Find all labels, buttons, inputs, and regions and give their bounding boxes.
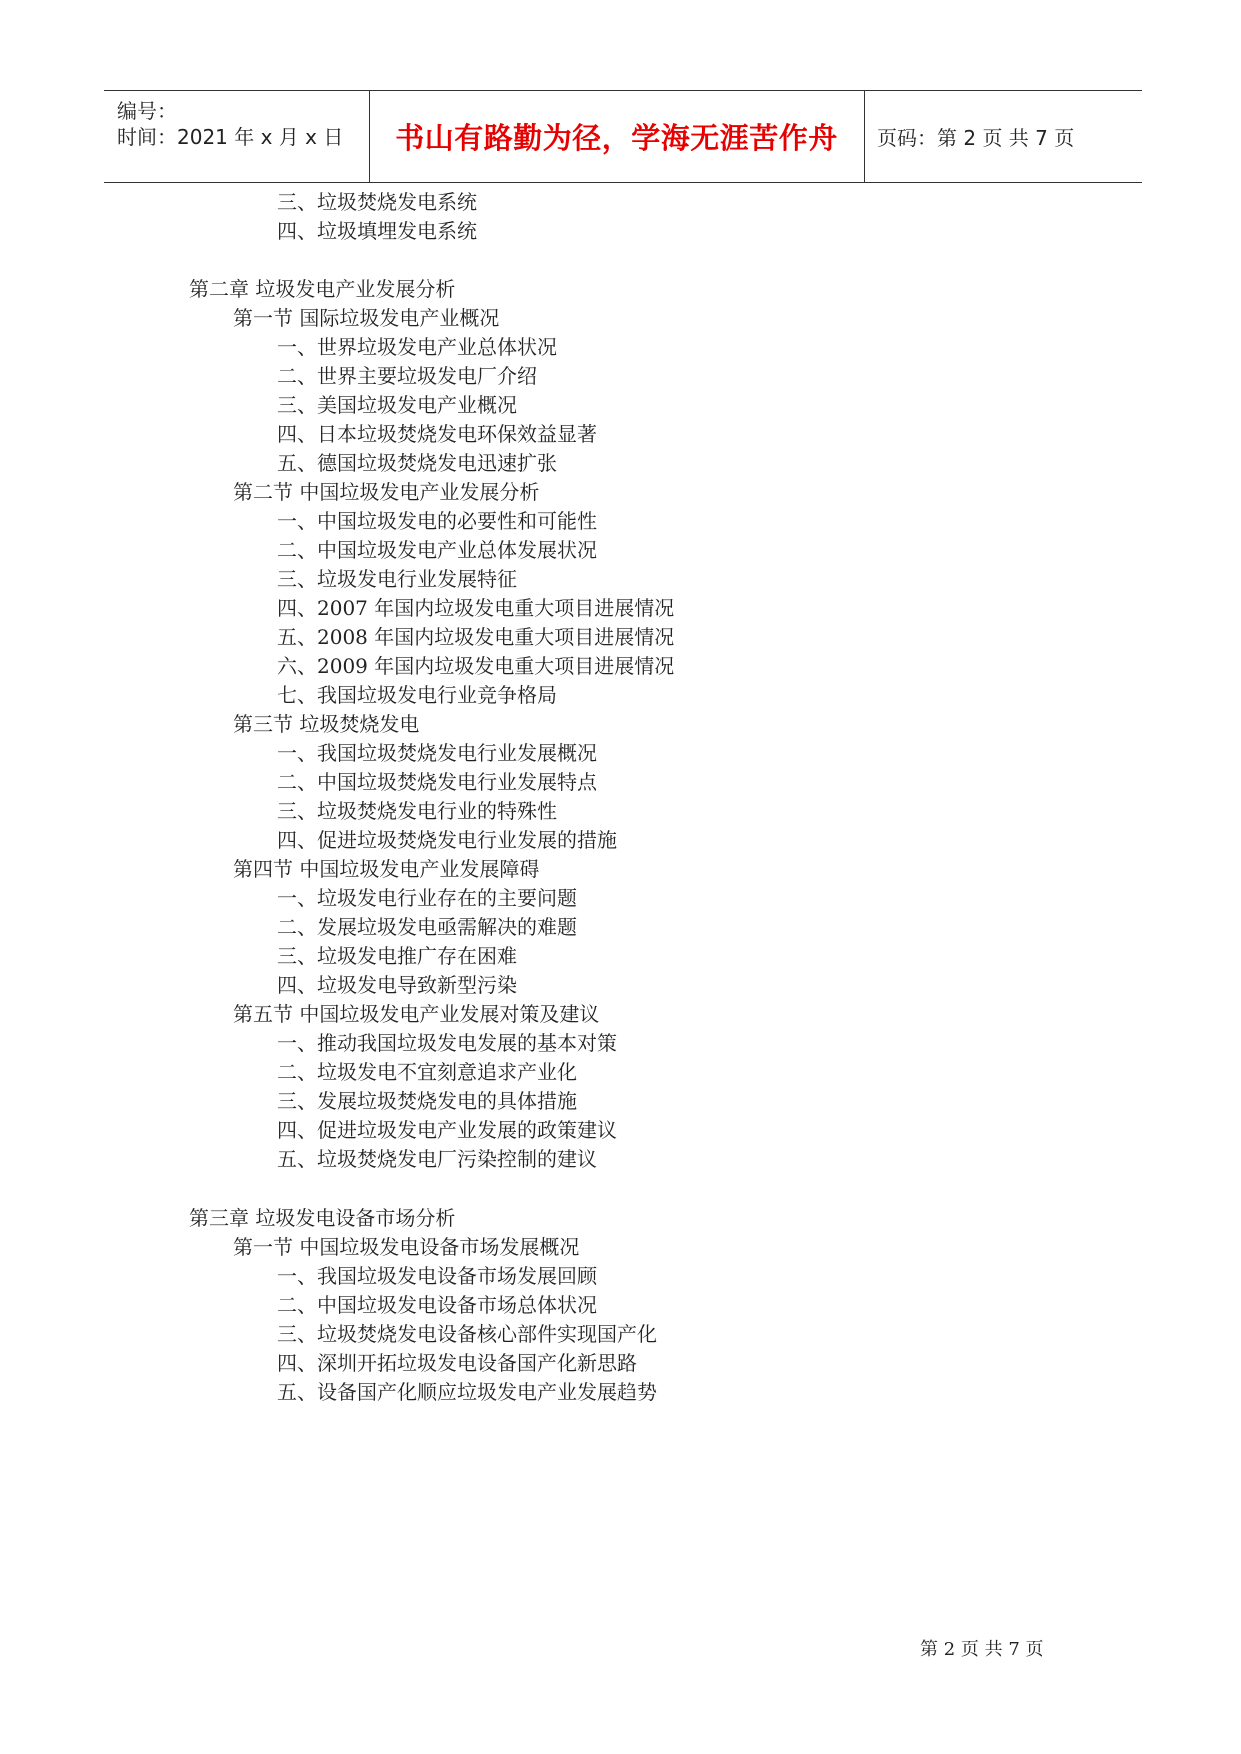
toc-item: 四、垃圾发电导致新型污染 (277, 973, 517, 997)
toc-item: 四、促进垃圾焚烧发电行业发展的措施 (277, 828, 617, 852)
toc-item: 二、中国垃圾焚烧发电行业发展特点 (277, 770, 597, 794)
motto-text: 书山有路勤为径，学海无涯苦作舟 (395, 121, 838, 155)
toc-item: 三、垃圾焚烧发电系统 (277, 190, 477, 214)
toc-item: 六、2009 年国内垃圾发电重大项目进展情况 (277, 654, 675, 678)
page-header (104, 90, 1142, 183)
toc-section: 第四节 中国垃圾发电产业发展障碍 (233, 857, 540, 881)
toc-item: 四、深圳开拓垃圾发电设备国产化新思路 (277, 1351, 637, 1375)
toc-item: 四、2007 年国内垃圾发电重大项目进展情况 (277, 596, 675, 620)
toc-item: 二、中国垃圾发电产业总体发展状况 (277, 538, 597, 562)
toc-item: 一、我国垃圾焚烧发电行业发展概况 (277, 741, 597, 765)
toc-item: 三、垃圾发电行业发展特征 (277, 567, 517, 591)
toc-item: 四、日本垃圾焚烧发电环保效益显著 (277, 422, 597, 446)
toc-item: 三、垃圾焚烧发电行业的特殊性 (277, 799, 557, 823)
toc-item: 三、美国垃圾发电产业概况 (277, 393, 517, 417)
header-page-cell (864, 91, 1142, 182)
toc-item: 七、我国垃圾发电行业竞争格局 (277, 683, 557, 707)
toc-section: 第五节 中国垃圾发电产业发展对策及建议 (233, 1002, 600, 1026)
header-meta-cell (104, 91, 370, 182)
toc-item: 二、中国垃圾发电设备市场总体状况 (277, 1293, 597, 1317)
toc-item: 一、垃圾发电行业存在的主要问题 (277, 886, 577, 910)
toc-section: 第三节 垃圾焚烧发电 (233, 712, 420, 736)
toc-item: 一、中国垃圾发电的必要性和可能性 (277, 509, 597, 533)
serial-number-label: 编号： (117, 99, 177, 123)
page-footer: 第 2 页 共 7 页 (920, 1639, 1044, 1660)
toc-item: 三、垃圾发电推广存在困难 (277, 944, 517, 968)
toc-item: 二、世界主要垃圾发电厂介绍 (277, 364, 537, 388)
header-motto-cell (369, 91, 865, 182)
toc-chapter: 第三章 垃圾发电设备市场分析 (189, 1206, 456, 1230)
toc-item: 三、发展垃圾焚烧发电的具体措施 (277, 1089, 577, 1113)
toc-item: 三、垃圾焚烧发电设备核心部件实现国产化 (277, 1322, 657, 1346)
toc-item: 五、设备国产化顺应垃圾发电产业发展趋势 (277, 1380, 657, 1404)
toc-item: 二、发展垃圾发电亟需解决的难题 (277, 915, 577, 939)
toc-section: 第一节 国际垃圾发电产业概况 (233, 306, 500, 330)
date-label: 时间：2021 年 x 月 x 日 (117, 125, 344, 149)
toc-item: 四、垃圾填埋发电系统 (277, 219, 477, 243)
toc-item: 五、2008 年国内垃圾发电重大项目进展情况 (277, 625, 675, 649)
toc-section: 第一节 中国垃圾发电设备市场发展概况 (233, 1235, 580, 1259)
toc-item: 五、德国垃圾焚烧发电迅速扩张 (277, 451, 557, 475)
toc-item: 一、我国垃圾发电设备市场发展回顾 (277, 1264, 597, 1288)
toc-item: 五、垃圾焚烧发电厂污染控制的建议 (277, 1147, 597, 1171)
toc-item: 一、世界垃圾发电产业总体状况 (277, 335, 557, 359)
toc-section: 第二节 中国垃圾发电产业发展分析 (233, 480, 540, 504)
toc-chapter: 第二章 垃圾发电产业发展分析 (189, 277, 456, 301)
toc-item: 一、推动我国垃圾发电发展的基本对策 (277, 1031, 617, 1055)
header-page-info: 页码：第 2 页 共 7 页 (877, 126, 1075, 150)
toc-item: 四、促进垃圾发电产业发展的政策建议 (277, 1118, 617, 1142)
toc-item: 二、垃圾发电不宜刻意追求产业化 (277, 1060, 577, 1084)
